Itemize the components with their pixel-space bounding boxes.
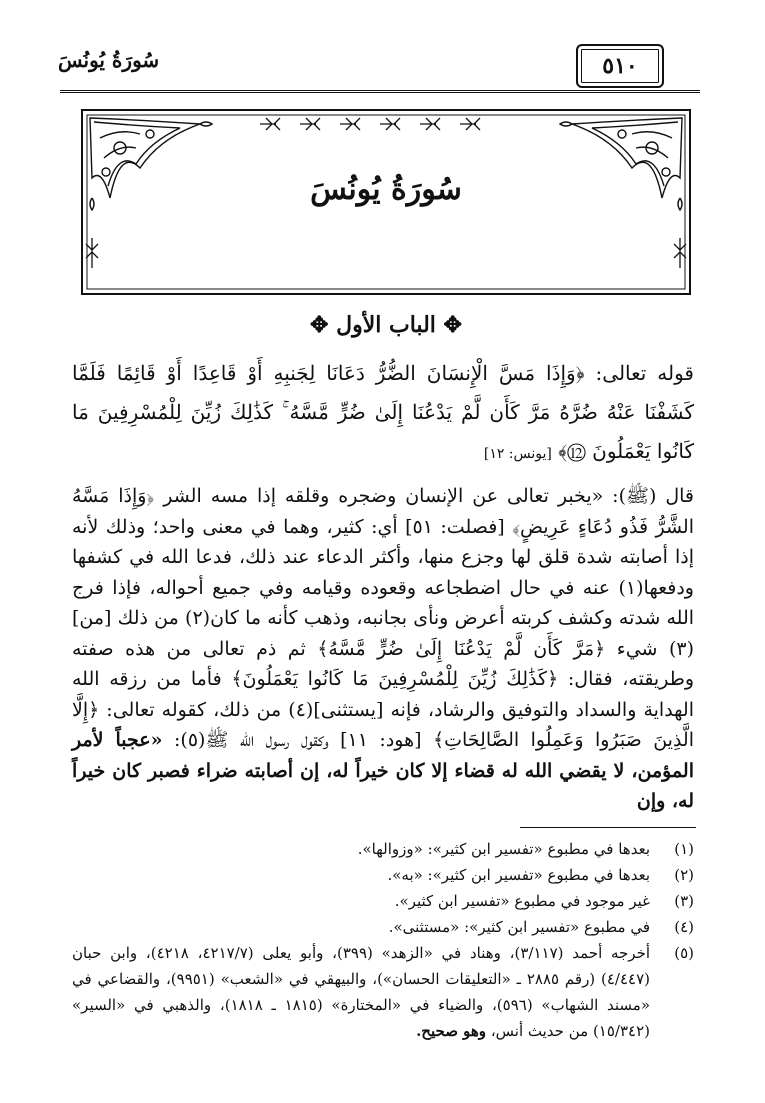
- footnote-number: (٥): [674, 944, 694, 962]
- footnote-text-bold: وهو صحيح.: [416, 1022, 487, 1040]
- footnote-text: في مطبوع «تفسير ابن كثير»: «مستثنى».: [388, 918, 650, 936]
- ornament-left-icon: ✥: [310, 312, 337, 338]
- footnote-number: (٣): [674, 892, 694, 910]
- top-border-motifs: [260, 118, 480, 130]
- footnote-2: [72, 862, 694, 888]
- page-number: [576, 44, 664, 88]
- footnote-text: غير موجود في مطبوع «تفسير ابن كثير».: [394, 892, 650, 910]
- footnote-number: (٤): [674, 918, 694, 936]
- left-side-motif: [86, 238, 98, 268]
- page-number-text: ٥١٠: [602, 53, 638, 79]
- verse-intro: قوله تعالى:: [595, 361, 694, 385]
- ornament-right-icon: ✥: [435, 312, 462, 338]
- footnotes: [72, 836, 694, 1044]
- footnote-text: بعدها في مطبوع «تفسير ابن كثير»: «به».: [387, 866, 650, 884]
- verse-text: ﴿وَإِذَا مَسَّ الْإِنسَانَ الضُّرُّ دَعَانَا لِجَنبِهِ أَوْ قَاعِدًا أَوْ قَائِمًا فَلَمَّا كَشَفْنَا عَنْهُ ضُرَّهُ مَرَّ كَأَن لَّمْ يَدْعُنَا إِلَىٰ ضُرٍّ مَّسَّهُ ۚ كَذَٰلِكَ زُيِّنَ لِلْمُسْرِفِينَ مَا كَانُوا يَعْمَلُونَ ⑫﴾: [72, 361, 694, 463]
- chapter-heading-text: الباب الأول: [336, 312, 436, 338]
- verse-block: [72, 354, 694, 474]
- footnote-1: [72, 836, 694, 862]
- surah-title: سُورَةُ يُونُسَ: [310, 172, 462, 207]
- footnote-text-main: أخرجه أحمد (٣/١١٧)، وهناد في «الزهد» (٣٩٩)، وأبو يعلى (٤٢١٧/٧، ٤٢١٨)، وابن حبان (٤/٤٤٧) (رقم ٢٨٨٥ ـ «التعليقات الحسان»)، والبيهقي في «الشعب» (٩٩٥١)، والقضاعي في «مسند الشهاب» (٥٩٦)، والضياء في «المختارة» (١٨١٥ ـ ١٨١٨)، والذهبي في «السير» (١٥/٣٤٢) من حديث أنس،: [72, 944, 651, 1040]
- running-title: سُورَةُ يُونُسَ: [58, 48, 160, 72]
- header-rule: [60, 90, 700, 93]
- footnote-3: [72, 888, 694, 914]
- commentary-paragraph: قال (ﷺ): «يخبر تعالى عن الإنسان وضجره وقلقه إذا مسه الشر ﴿وَإِذَا مَسَّهُ الشَّرُّ فَذُو دُعَاءٍ عَرِيضٍ﴾ [فصلت: ٥١] أي: كثير، وهما في معنى واحد؛ وذلك لأنه إذا أصابته شدة قلق لها وجزع منها، وأكثر الدعاء عند ذلك، فدعا الله في كشفها ودفعها(١) عنه في حال اضطجاعه وقعوده وقيامه وفي جميع أحواله، فإذا فرج الله شدته وكشف كربته أعرض ونأى بجانبه، وذهب كأنه ما كان(٢) من ذلك [من](٣) شيء ﴿مَرَّ كَأَن لَّمْ يَدْعُنَا إِلَىٰ ضُرٍّ مَّسَّهُ﴾ ثم ذم تعالى من هذه صفته وطريقته، فقال: ﴿كَذَٰلِكَ زُيِّنَ لِلْمُسْرِفِينَ مَا كَانُوا يَعْمَلُونَ﴾ فأما من رزقه الله الهداية والسداد والتوفيق والرشاد، فإنه [يستثنى](٤) من ذلك، كقوله تعالى: ﴿إِلَّا الَّذِينَ صَبَرُوا وَعَمِلُوا الصَّالِحَاتِ﴾ [هود: ١١] وكقول رسول الله ﷺ(٥):: [72, 485, 695, 751]
- footnote-text: بعدها في مطبوع «تفسير ابن كثير»: «وزوالها».: [357, 840, 650, 858]
- hadith-text: «عجباً لأمر المؤمن، لا يقضي الله له قضاء إلا كان خيراً له، إن أصابته ضراء فصبر كان خيراً له، وإن: [72, 729, 694, 812]
- footnote-separator: [520, 827, 696, 828]
- footnote-5: [72, 940, 694, 1044]
- footnote-4: [72, 914, 694, 940]
- verse-reference: [يونس: ١٢]: [483, 446, 552, 462]
- footnote-number: (١): [674, 840, 694, 858]
- chapter-heading: [80, 312, 692, 338]
- footnote-text: [72, 940, 650, 1044]
- commentary: [72, 481, 694, 817]
- right-side-motif: [674, 238, 686, 268]
- footnote-number: (٢): [674, 866, 694, 884]
